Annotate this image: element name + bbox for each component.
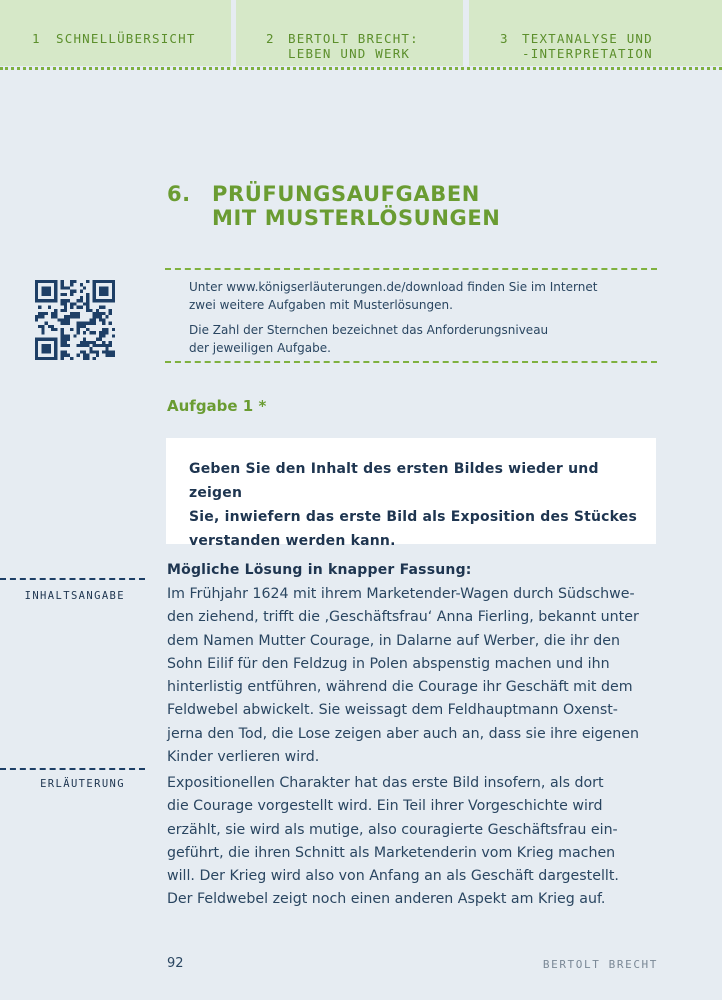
solution-paragraph: Im Frühjahr 1624 mit ihrem Marketender-Wagen durch Südschwe- den ziehend, trifft die ‚Geschäftsfrau‘ Anna Fierling, bekannt unter dem Namen Mutter Courage, in Dalarne auf Werber, die ihr den Sohn Eilif für den Feldzug in Polen abspenstig machen und ihn hinterlistig entführen, während die Courage ihr Geschäft mit dem Feldwebel abwickelt. Sie weissagt dem Feldhauptmann Oxenst- jerna den Tod, die Lose zeigen aber auch an, dass sie ihre eigenen Kinder verlieren wird. bbox=[167, 586, 639, 766]
chapter-title: PRÜFUNGSAUFGABEN MIT MUSTERLÖSUNGEN bbox=[212, 182, 501, 230]
qr-code-icon[interactable] bbox=[35, 280, 115, 360]
margin-note-inhaltsangabe: INHALTSANGABE bbox=[24, 590, 125, 602]
difficulty-note: Die Zahl der Sternchen bezeichnet das Anforderungsniveau der jeweiligen Aufgabe. bbox=[189, 323, 549, 355]
margin-rule bbox=[0, 578, 145, 580]
nav-tab-label: TEXTANALYSE UND -INTERPRETATION bbox=[522, 31, 653, 61]
nav-tab-label: BERTOLT BRECHT: LEBEN UND WERK bbox=[288, 31, 419, 61]
nav-tab-number: 1 bbox=[32, 31, 41, 46]
margin-rule bbox=[0, 768, 145, 770]
download-note: Unter www.königserläuterungen.de/download finden Sie im Internet zwei weitere Aufgaben mit Musterlösungen. bbox=[189, 280, 598, 312]
running-title: BERTOLT BRECHT bbox=[542, 958, 658, 971]
margin-note-erlaeuterung: ERLÄUTERUNG bbox=[40, 778, 125, 790]
chapter-number: 6. bbox=[167, 182, 191, 206]
nav-tab-textanalyse[interactable] bbox=[469, 0, 722, 66]
nav-tab-leben-und-werk[interactable] bbox=[236, 0, 463, 66]
task-box bbox=[166, 438, 656, 549]
nav-tab-number: 2 bbox=[266, 31, 275, 46]
info-box-bottom-rule bbox=[165, 361, 657, 363]
nav-tab-label: SCHNELLÜBERSICHT bbox=[56, 31, 196, 46]
solution-paragraph: Expositionellen Charakter hat das erste Bild insofern, als dort die Courage vorgestellt wird. Ein Teil ihrer Vorgeschichte wird erzählt, sie wird als mutige, also couragierte Geschäftsfrau ein- geführt, die ihren Schnitt als Marketenderin vom Krieg machen will. Der Krieg wird also von Anfang an als Geschäft dargestellt. Der Feldwebel zeigt noch einen anderen Aspekt am Krieg auf. bbox=[167, 775, 619, 908]
nav-tab-schnelluebersicht[interactable] bbox=[0, 0, 231, 66]
nav-divider bbox=[0, 67, 722, 70]
chapter-navigation bbox=[0, 0, 722, 72]
page-number: 92 bbox=[167, 956, 184, 971]
task-heading: Aufgabe 1 * bbox=[167, 397, 267, 415]
nav-tab-number: 3 bbox=[500, 31, 509, 46]
info-box-top-rule bbox=[165, 268, 657, 270]
task-prompt: Geben Sie den Inhalt des ersten Bildes wieder und zeigen Sie, inwiefern das erste Bild als Exposition des Stückes verstanden werden kann. bbox=[189, 461, 638, 549]
solution-heading: Mögliche Lösung in knapper Fassung: bbox=[167, 562, 472, 578]
